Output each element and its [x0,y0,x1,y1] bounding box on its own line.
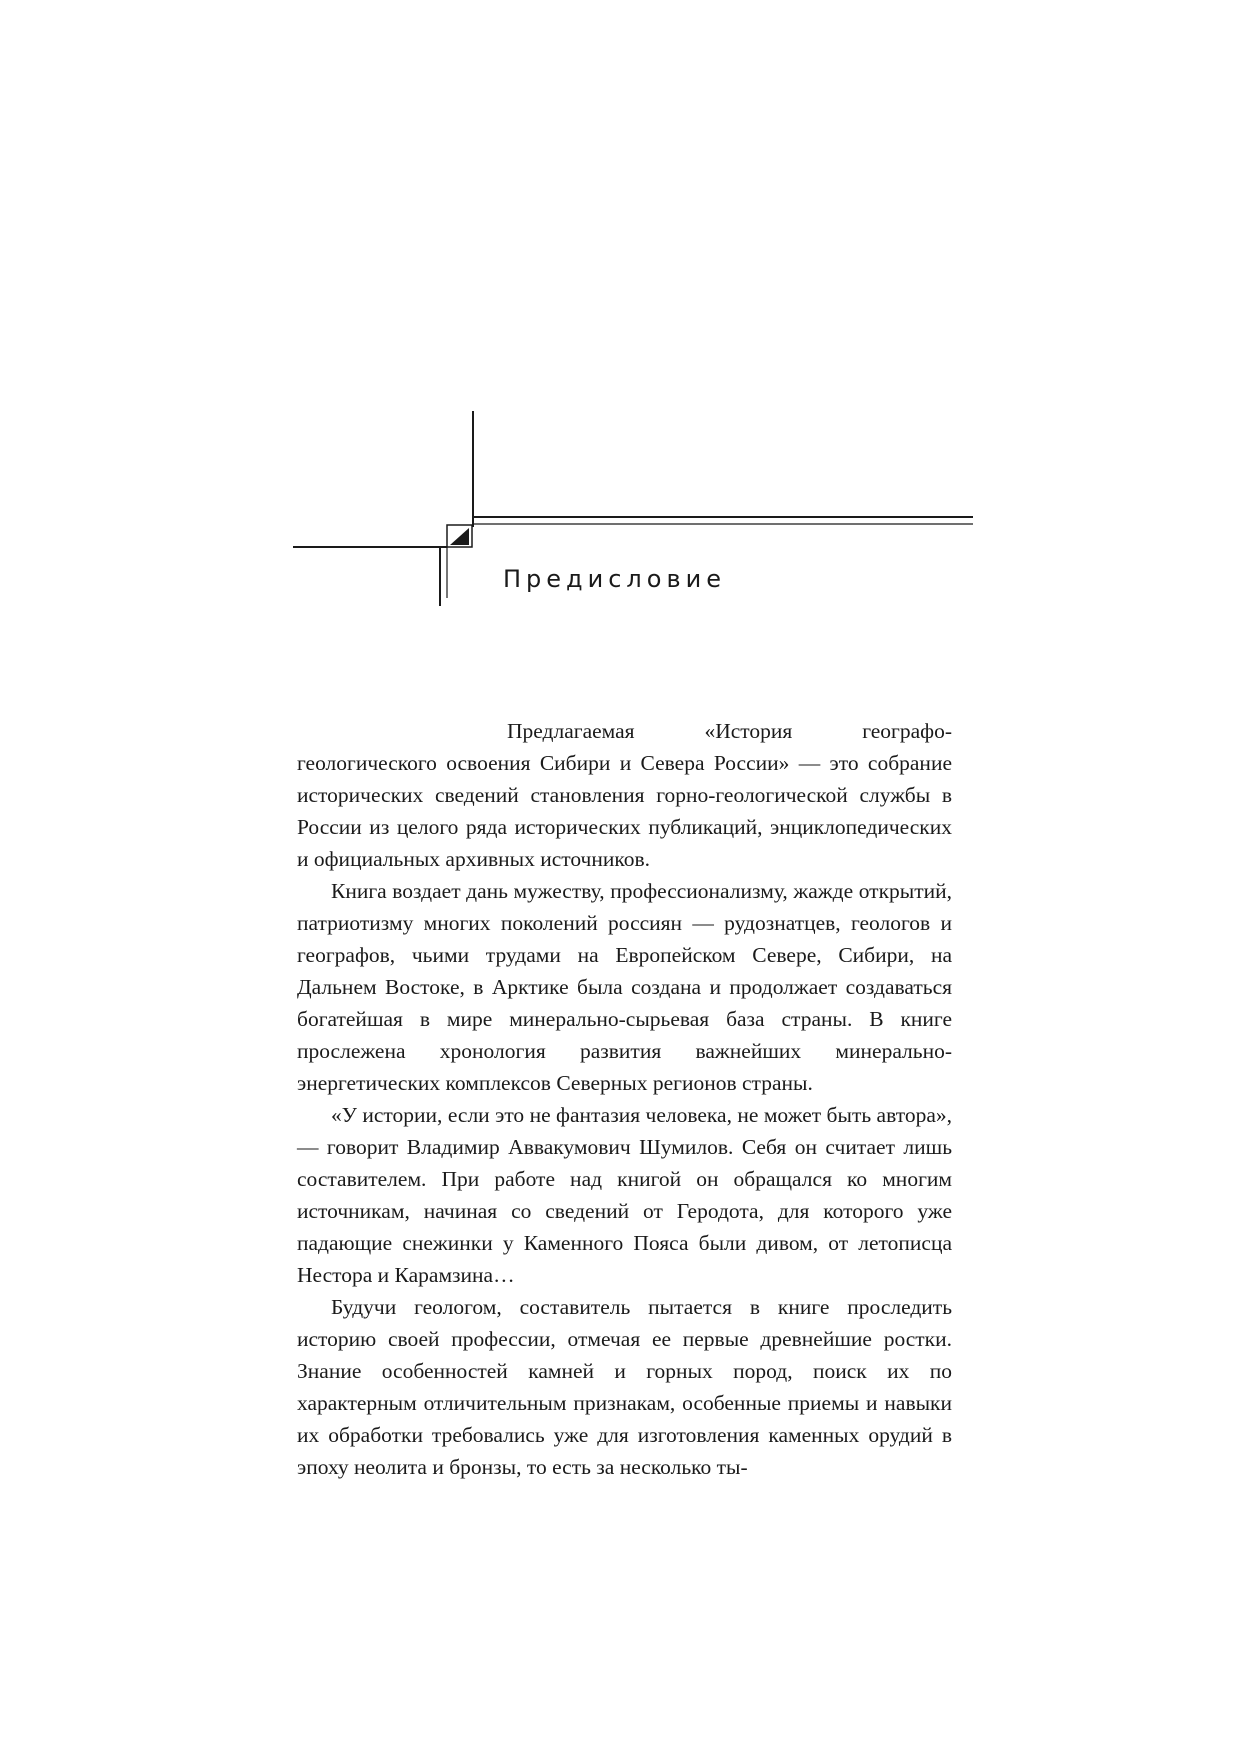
paragraph-2: Книга воздает дань мужеству, профессионализму, жажде открытий, патриотизму многих поколений россиян — рудознатцев, геологов и географов, чьими трудами на Европейском Севере, Сибири, на Дальнем Востоке, в Арктике была создана и продолжает создаваться богатейшая в мире минерально-сырьевая база страны. В книге прослежена хронология развития важнейших минерально-энергетических комплексов Северных регионов страны. [297,879,952,1095]
ornament-square [447,525,472,547]
paragraph-3: «У истории, если это не фантазия человека, не может быть автора», — говорит Владимир Аввакумович Шумилов. Себя он считает лишь составителем. При работе над книгой он обращался ко многим источникам, начиная со сведений от Геродота, для которого уже падающие снежинки у Каменного Пояса были дивом, от летописца Нестора и Карамзина… [297,1103,952,1287]
paragraph-4: Будучи геологом, составитель пытается в книге проследить историю своей профессии, отмечая ее первые древнейшие ростки. Знание особенностей камней и горных пород, поиск их по характерным отличительным признакам, особенные приемы и навыки их обработки требовались уже для изготовления каменных орудий в эпоху неолита и бронзы, то есть за несколько ты- [297,1295,952,1479]
ornament-triangle [450,528,469,545]
chapter-ornament [0,0,1240,700]
chapter-title: Предисловие [503,565,726,593]
body-text [297,715,952,1483]
paragraph-1 [297,715,952,875]
paragraph-1-text: Предлагаемая «История географо-геологического освоения Сибири и Севера России» — это собрание исторических сведений становления горно-геологической службы в России из целого ряда исторических публикаций, энциклопедических и официальных архивных источников. [297,719,952,871]
first-line-indent [297,715,507,747]
